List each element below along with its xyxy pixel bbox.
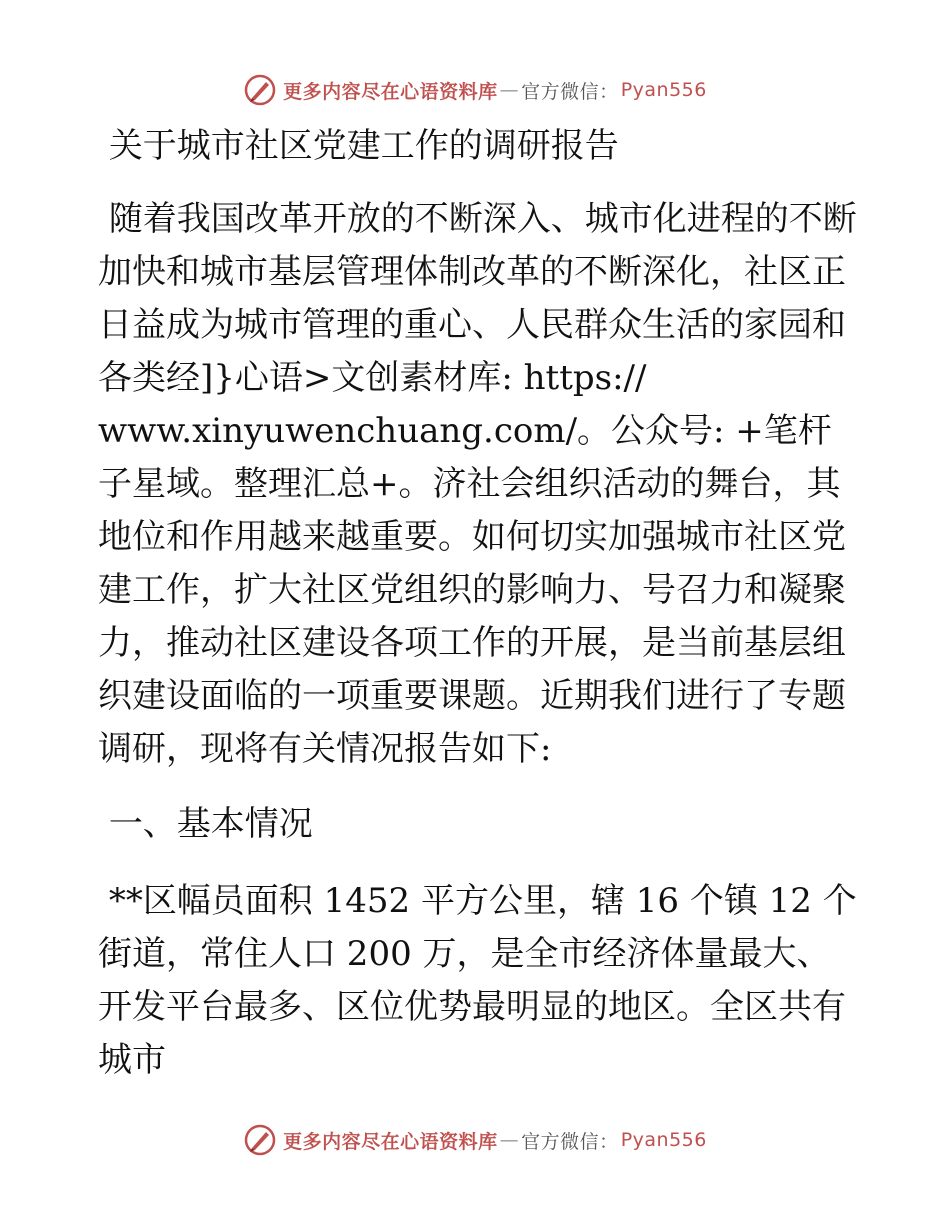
footer-watermark-banner (0, 1120, 950, 1160)
intro-paragraph: 随着我国改革开放的不断深入、城市化进程的不断加快和城市基层管理体制改革的不断深化，社区正日益成为城市管理的重心、人民群众生活的家园和各类经]}心语>文创素材库: https:// www.xinyuwenchuang.com/。公众号: +笔杆子星域。整理汇总+。济社会组织活动的舞台，其地位和作用越来越重要。如何切实加强城市社区党建工作，扩大社区党组织的影响力、号召力和凝聚力，推动社区建设各项工作的开展，是当前基层组织建设面临的一项重要课题。近期我们进行了专题调研，现将有关情况报告如下: (98, 199, 857, 769)
section-heading-basic-situation: 一、基本情况 (98, 804, 313, 844)
quill-pen-circle-icon (243, 1123, 277, 1157)
quill-pen-circle-icon (243, 73, 277, 107)
banner-dash: — (499, 1129, 520, 1151)
banner-brand-text: 更多内容尽在心语资料库 (283, 80, 498, 103)
header-watermark-banner (0, 70, 950, 110)
basic-situation-paragraph: **区幅员面积 1452 平方公里，辖 16 个镇 12 个街道，常住人口 200 万，是全市经济体量最大、开发平台最多、区位优势最明显的地区。全区共有城市 (98, 881, 857, 1080)
banner-wechat-label: 官方微信： (521, 80, 619, 103)
banner-wechat-id: Pyan556 (620, 79, 707, 101)
banner-dash: — (499, 79, 520, 101)
document-title: 关于城市社区党建工作的调研报告 (98, 126, 619, 166)
banner-wechat-id: Pyan556 (620, 1129, 707, 1151)
document-body (98, 120, 858, 1087)
banner-wechat-label: 官方微信： (521, 1130, 619, 1153)
banner-brand-text: 更多内容尽在心语资料库 (283, 1130, 498, 1153)
